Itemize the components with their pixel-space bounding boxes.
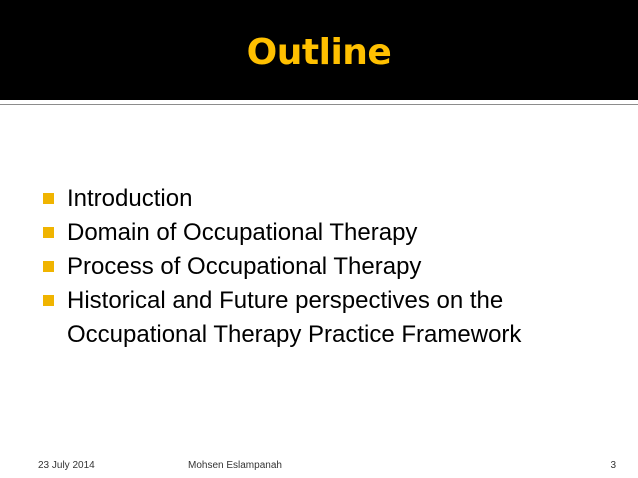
title-bar xyxy=(0,0,638,100)
slide-title: Outline xyxy=(246,32,392,73)
square-bullet-icon xyxy=(43,261,54,272)
square-bullet-icon xyxy=(43,193,54,204)
bullet-item-domain xyxy=(43,216,603,250)
bullet-text: Historical and Future perspectives on the Occupational Therapy Practice Framework xyxy=(67,287,522,348)
bullet-text: Domain of Occupational Therapy xyxy=(67,219,418,246)
bullet-item-process xyxy=(43,250,603,284)
footer-date: 23 July 2014 xyxy=(38,460,95,471)
footer-author: Mohsen Eslampanah xyxy=(188,460,282,471)
bullet-list xyxy=(43,182,603,352)
bullet-text: Introduction xyxy=(67,185,193,212)
bullet-text: Process of Occupational Therapy xyxy=(67,253,422,280)
bullet-item-introduction xyxy=(43,182,603,216)
page-number: 3 xyxy=(610,460,616,471)
title-divider xyxy=(0,100,638,105)
square-bullet-icon xyxy=(43,227,54,238)
bullet-item-perspectives xyxy=(43,284,603,352)
square-bullet-icon xyxy=(43,295,54,306)
